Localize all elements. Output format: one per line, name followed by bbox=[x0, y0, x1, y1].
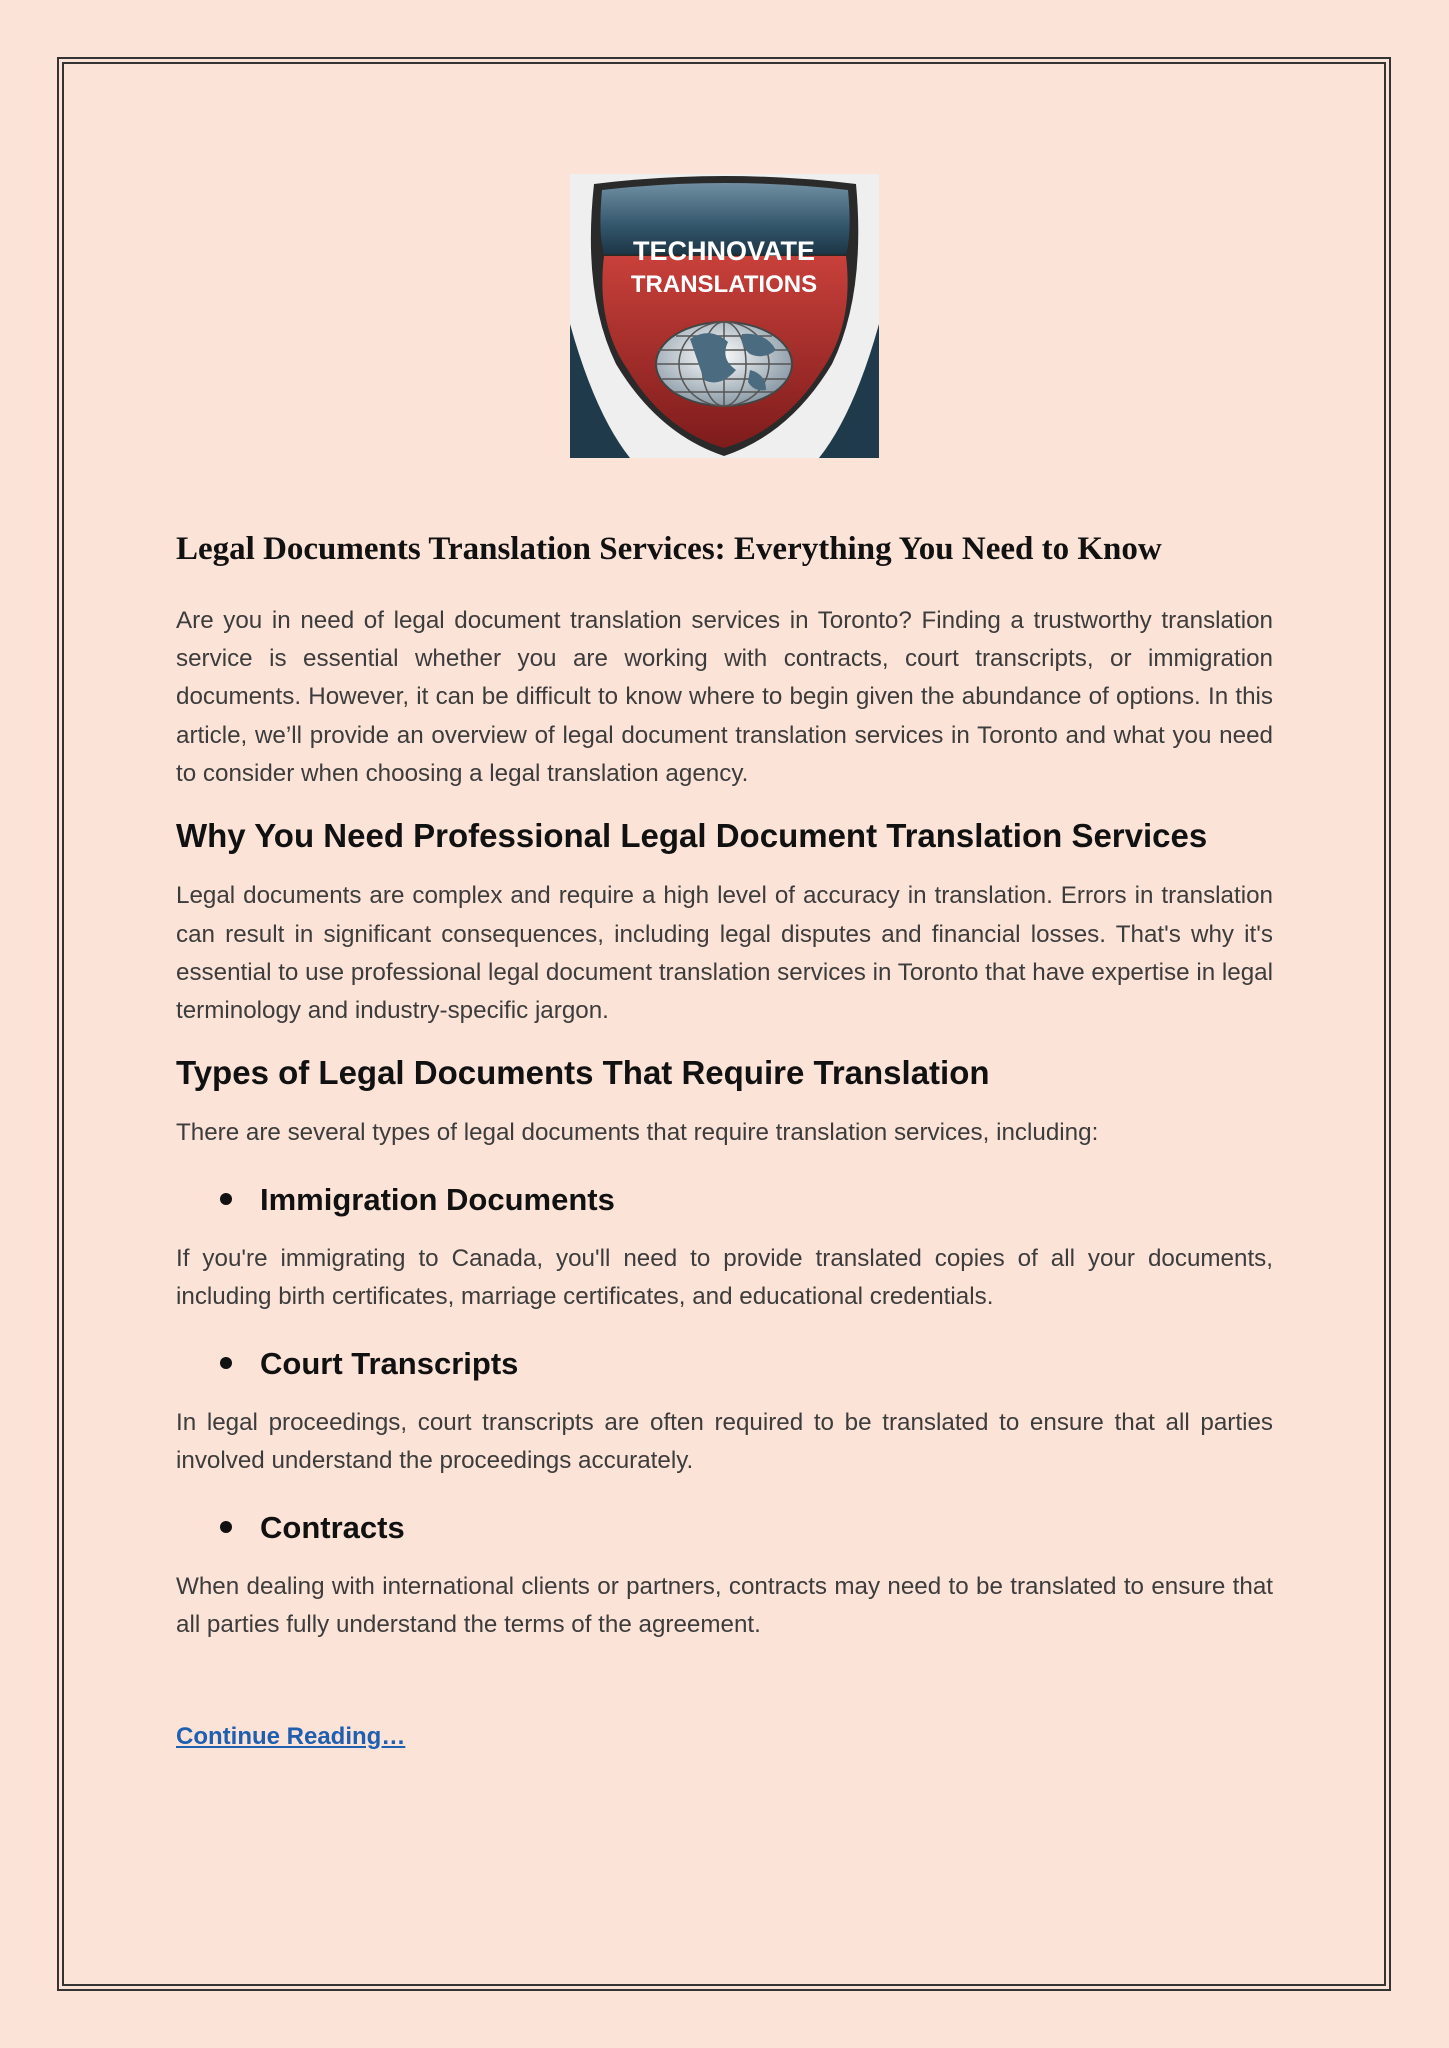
article bbox=[176, 530, 1273, 1751]
list-item-contracts bbox=[220, 1509, 1273, 1546]
continue-reading-link[interactable]: Continue Reading… bbox=[176, 1722, 406, 1750]
shield-logo-icon bbox=[570, 174, 879, 458]
logo-line2: TRANSLATIONS bbox=[630, 271, 818, 298]
list-item-body: In legal proceedings, court transcripts are often required to be translated to ensure that all parties involved understand the proceedings accurately. bbox=[176, 1409, 1273, 1475]
list-item-heading: Immigration Documents bbox=[260, 1181, 615, 1217]
list-item-immigration bbox=[220, 1181, 1273, 1218]
intro-paragraph: Are you in need of legal document translation services in Toronto? Finding a trustworthy translation service is essential whether you are working with contracts, court transcripts, or immigration documents. However, it can be difficult to know where to begin given the abundance of options. In this article, we’ll provide an overview of legal document translation services in Toronto and what you need to consider when choosing a legal translation agency. bbox=[176, 606, 1273, 788]
list-item-body: When dealing with international clients or partners, contracts may need to be translated to ensure that all parties fully understand the terms of the agreement. bbox=[176, 1573, 1273, 1639]
logo-line1: TECHNOVATE bbox=[633, 236, 815, 266]
list-item-heading: Court Transcripts bbox=[260, 1345, 519, 1381]
list-item-court bbox=[220, 1345, 1273, 1382]
list-item-body: If you're immigrating to Canada, you'll need to provide translated copies of all your documents, including birth certificates, marriage certificates, and educational credentials. bbox=[176, 1245, 1273, 1311]
technovate-logo bbox=[570, 174, 879, 458]
section-body-why: Legal documents are complex and require a high level of accuracy in translation. Errors in translation can result in significant consequences, including legal disputes and financial losses. That's why it's essential to use professional legal document translation services in Toronto that have expertise in legal terminology and industry-specific jargon. bbox=[176, 882, 1273, 1025]
bullet-icon bbox=[220, 1521, 232, 1533]
article-title: Legal Documents Translation Services: Everything You Need to Know bbox=[176, 531, 1162, 567]
section-body-types: There are several types of legal documents that require translation services, including: bbox=[176, 1119, 1099, 1147]
bullet-icon bbox=[220, 1357, 232, 1369]
section-heading-why: Why You Need Professional Legal Document Translation Services bbox=[176, 816, 1208, 854]
bullet-icon bbox=[220, 1193, 232, 1205]
section-heading-types: Types of Legal Documents That Require Translation bbox=[176, 1053, 990, 1091]
list-item-heading: Contracts bbox=[260, 1509, 405, 1545]
